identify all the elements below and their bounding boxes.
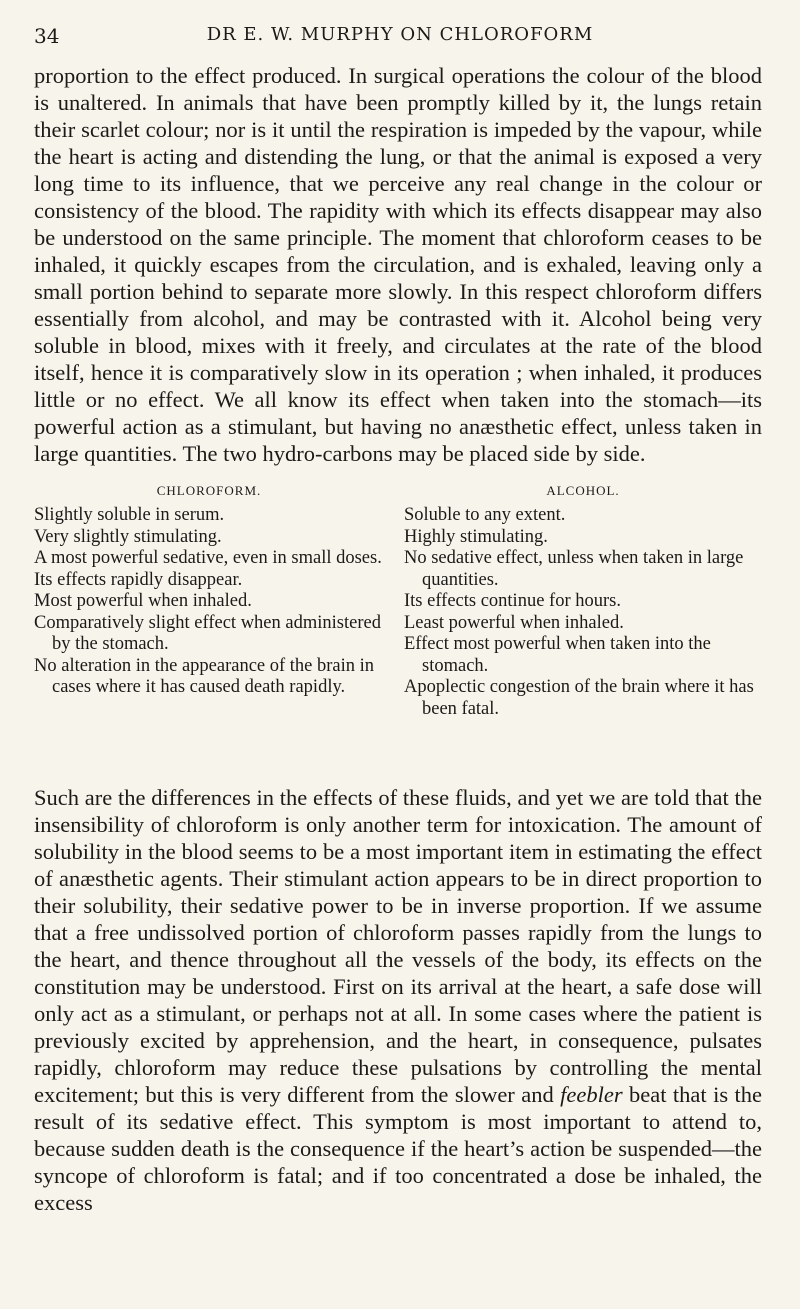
paragraph-2-italic: feebler [560,1082,623,1107]
chloroform-item: Most powerful when inhaled. [34,591,252,611]
chloroform-item: Its effects rapidly disappear. [34,569,243,590]
alcohol-list [404,505,762,720]
alcohol-item: No sedative effect, unless when taken in large quantities. [404,548,744,590]
alcohol-item: Highly stimulating. [404,526,548,547]
paragraph-1: proportion to the effect produced. In surgical operations the colour of the blood is unaltered. In animals that have been promptly killed by it, the lungs retain their scarlet colour; nor is it until the respiration is impeded by the vapour, while the heart is acting and distending the lung, or that the animal is exposed a very long time to its influence, that we perceive any real change in the colour or consistency of the blood. The rapidity with which its effects disappear may also be understood on the same principle. The moment that chloroform ceases to be inhaled, it quickly escapes from the circulation, and is exhaled, leaving only a small portion behind to separate more slowly. In this respect chloroform differs essentially from alcohol, and may be contrasted with it. Alcohol being very soluble in blood, mixes with it freely, and circulates at the rate of the blood itself, hence it is comparatively slow in its operation ; when inhaled, it produces little or no effect. We all know its effect when taken into the stomach—its powerful action as a stimulant, but having no anæsthetic effect, unless taken in large quantities. The two hydro-carbons may be placed side by side. [34,63,762,466]
paragraph-2 [34,784,762,1216]
chloroform-item: Comparatively slight effect when administered by the stomach. [34,612,381,654]
running-head [34,24,766,50]
chloroform-list [34,505,384,699]
chloroform-heading: CHLOROFORM. [156,483,262,498]
chloroform-item: No alteration in the appearance of the brain in cases where it has caused death rapidly. [34,655,375,697]
chloroform-column [34,480,384,699]
comparison-table [34,480,762,780]
alcohol-item: Its effects continue for hours. [404,591,621,611]
alcohol-item: Apoplectic congestion of the brain where it has been fatal. [404,677,754,719]
alcohol-item: Least powerful when inhaled. [404,612,624,633]
chloroform-item: Very slightly stimulating. [34,526,222,547]
alcohol-item: Soluble to any extent. [404,505,566,525]
alcohol-heading: ALCOHOL. [546,483,620,498]
paragraph-2-text-b: beat that is the result of its sedative effect. This symptom is most important to attend to, because sudden death is the consequence if the heart’s action be suspended—the syncope of chloroform is fatal; and if too concentrated a dose be inhaled, the excess [34,1082,762,1215]
chloroform-item: Slightly soluble in serum. [34,505,225,525]
alcohol-item: Effect most powerful when taken into the stomach. [404,634,711,676]
running-title: DR E. W. MURPHY ON CHLOROFORM [206,24,594,45]
page-number: 34 [34,24,60,48]
paragraph-2-text-a: Such are the differences in the effects of these fluids, and yet we are told that the insensibility of chloroform is only another term for intoxication. The amount of solubility in the blood seems to be a most important item in estimating the effect of anæsthetic agents. Their stimulant action appears to be in direct proportion to their solubility, their sedative power to be in inverse proportion. If we assume that a free undissolved portion of chloroform passes rapidly from the lungs to the heart, and thence throughout all the vessels of the body, its effects on the constitution may be understood. First on its arrival at the heart, a safe dose will only act as a stimulant, or perhaps not at all. In some cases where the patient is previously excited by apprehension, and the heart, in consequence, pulsates rapidly, chloroform may reduce these pulsations by controlling the mental excitement; but this is very different from the slower and [34,785,762,1107]
alcohol-column [404,480,762,720]
chloroform-item: A most powerful sedative, even in small doses. [34,548,382,568]
